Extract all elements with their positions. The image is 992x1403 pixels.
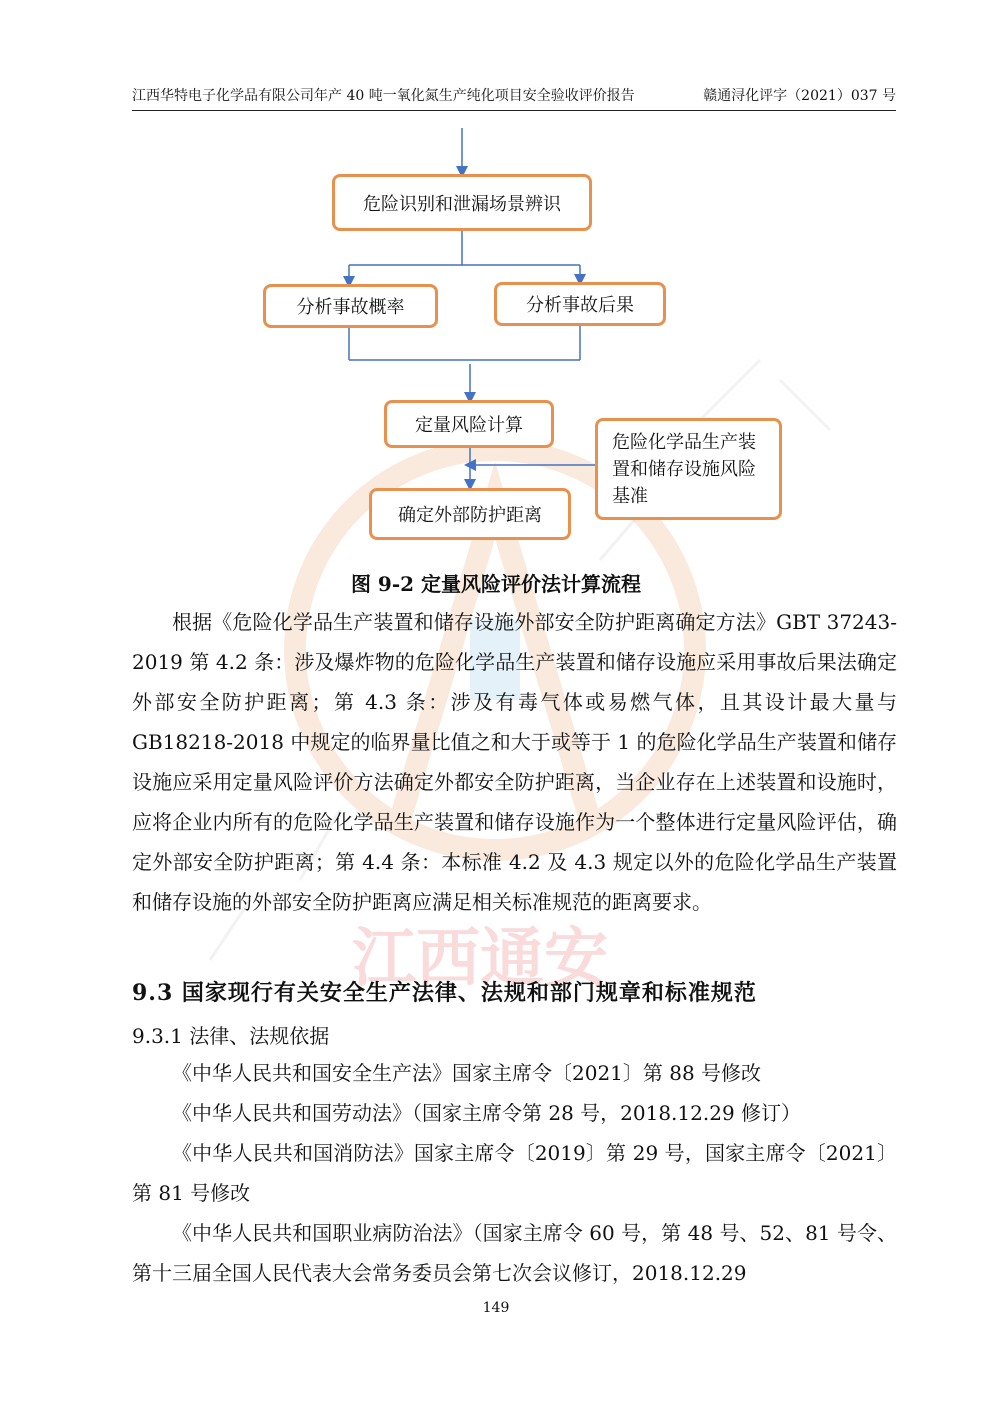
node-baseline — [595, 418, 782, 520]
reference-list — [132, 1053, 897, 1293]
reference-item: 《中华人民共和国消防法》国家主席令〔2019〕第 29 号，国家主席令〔2021〕第 81 号修改 — [132, 1141, 897, 1205]
node-baseline-label: 危险化学品生产装置和储存设施风险基准 — [612, 431, 756, 507]
header-doc-number: 赣通浔化评字（2021）037 号 — [703, 88, 896, 104]
node-consequence — [494, 282, 666, 326]
node-distance — [369, 488, 571, 540]
watermark-text: 江西通安 — [352, 922, 608, 996]
flowchart-connectors — [0, 0, 992, 560]
reference-item: 《中华人民共和国安全生产法》国家主席令〔2021〕第 88 号修改 — [172, 1061, 762, 1085]
node-probability — [263, 284, 438, 328]
subsection-heading: 9.3.1 法律、法规依据 — [132, 1024, 330, 1048]
node-identify-label: 危险识别和泄漏场景辨识 — [363, 193, 561, 215]
node-identify — [332, 174, 592, 231]
page-number: 149 — [482, 1300, 510, 1316]
figure-caption: 图 9-2 定量风险评价法计算流程 — [350, 572, 642, 596]
reference-item: 《中华人民共和国劳动法》（国家主席令第 28 号，2018.12.29 修订） — [172, 1101, 802, 1125]
body-paragraph: 根据《危险化学品生产装置和储存设施外部安全防护距离确定方法》GBT 37243-2019 第 4.2 条：涉及爆炸物的危险化学品生产装置和储存设施应采用事故后果法确定外部安全防护距离；第 4.3 条：涉及有毒气体或易燃气体，且其设计最大量与 GB18218-2018 中规定的临界量比值之和大于或等于 1 的危险化学品生产装置和储存设施应采用定量风险评价方法确定外都安全防护距离，当企业存在上述装置和设施时，应将企业内所有的危险化学品生产装置和储存设施作为一个整体进行定量风险评估，确定外部安全防护距离；第 4.4 条：本标准 4.2 及 4.3 规定以外的危险化学品生产装置和储存设施的外部安全防护距离应满足相关标准规范的距离要求。 — [132, 610, 897, 914]
node-quant-label: 定量风险计算 — [415, 415, 523, 436]
node-consequence-label: 分析事故后果 — [526, 295, 634, 316]
node-probability-label: 分析事故概率 — [296, 297, 405, 318]
reference-item: 《中华人民共和国职业病防治法》（国家主席令 60 号，第 48 号、52、81 号令、第十三届全国人民代表大会常务委员会第七次会议修订，2018.12.29 — [132, 1221, 897, 1285]
node-quant — [384, 400, 554, 448]
header-title: 江西华特电子化学品有限公司年产 40 吨一氧化氮生产纯化项目安全验收评价报告 — [132, 88, 635, 104]
section-heading: 9.3 国家现行有关安全生产法律、法规和部门规章和标准规范 — [132, 980, 757, 1006]
flowchart — [0, 0, 992, 560]
node-distance-label: 确定外部防护距离 — [398, 505, 542, 526]
